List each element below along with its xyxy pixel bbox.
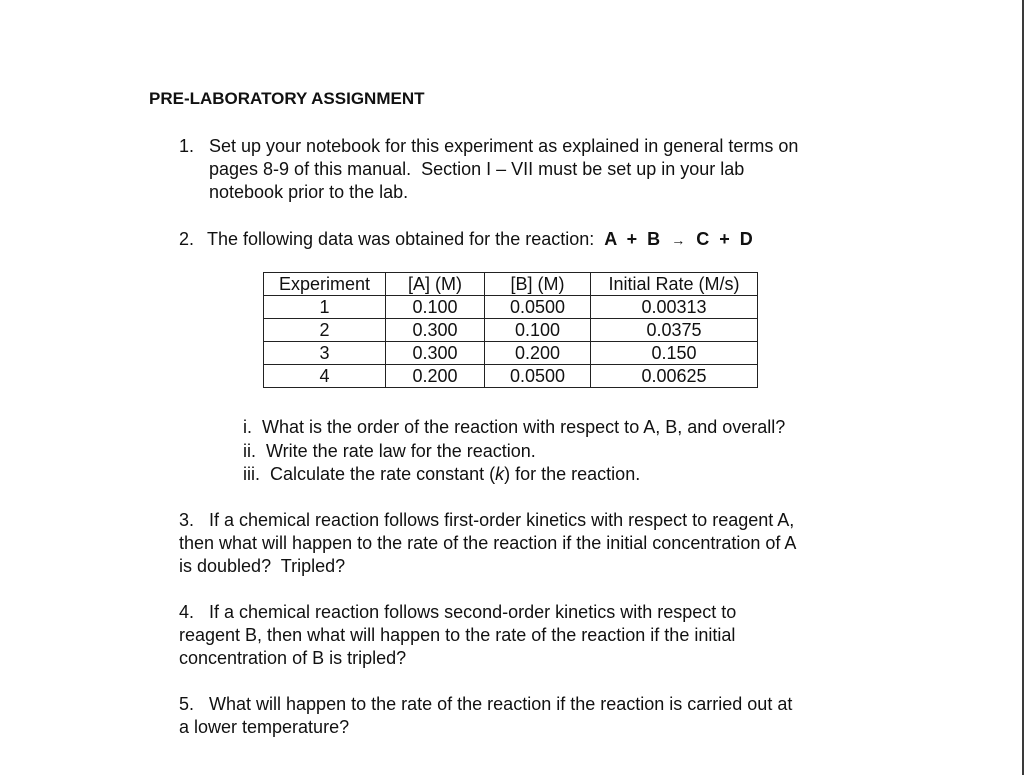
cell-experiment: 4 (264, 365, 386, 388)
cell-initial-rate: 0.0375 (591, 319, 758, 342)
header-experiment: Experiment (264, 273, 386, 296)
table-header-row (264, 273, 758, 296)
plus-sign: + (719, 229, 730, 249)
question-4 (179, 601, 736, 670)
rate-data-table (263, 272, 758, 388)
cell-conc-b: 0.200 (485, 342, 591, 365)
cell-initial-rate: 0.00625 (591, 365, 758, 388)
question-3 (179, 509, 796, 578)
reactant-b: B (647, 229, 661, 249)
reaction-equation (599, 229, 752, 249)
question-3-line: then what will happen to the rate of the reaction if the initial concentration of A (179, 533, 797, 553)
subquestion-text: What is the order of the reaction with respect to A, B, and overall? (262, 417, 786, 437)
question-3-line: 3. If a chemical reaction follows first-order kinetics with respect to reagent A, (179, 510, 795, 530)
question-1-line: notebook prior to the lab. (209, 182, 409, 202)
subquestion-i (243, 416, 785, 440)
page-heading: PRE-LABORATORY ASSIGNMENT (149, 89, 425, 108)
subquestion-text: Calculate the rate constant ( (270, 464, 496, 484)
cell-conc-a: 0.100 (386, 296, 485, 319)
cell-initial-rate: 0.150 (591, 342, 758, 365)
question-4-line: concentration of B is tripled? (179, 648, 407, 668)
subquestion-list (243, 416, 785, 487)
question-4-line: reagent B, then what will happen to the rate of the reaction if the initial (179, 625, 736, 645)
cell-initial-rate: 0.00313 (591, 296, 758, 319)
subquestion-label: ii. (243, 440, 256, 461)
subquestion-iii (243, 463, 785, 487)
reaction-arrow-icon: → (671, 232, 686, 248)
cell-conc-b: 0.0500 (485, 296, 591, 319)
cell-experiment: 1 (264, 296, 386, 319)
question-2-prompt: The following data was obtained for the reaction: (207, 229, 595, 249)
subquestion-text: Write the rate law for the reaction. (266, 440, 536, 461)
cell-conc-b: 0.100 (485, 319, 591, 342)
cell-experiment: 3 (264, 342, 386, 365)
table-row (264, 342, 758, 365)
table-row (264, 365, 758, 388)
cell-conc-b: 0.0500 (485, 365, 591, 388)
plus-sign: + (626, 229, 638, 249)
question-1-line: pages 8-9 of this manual. Section I – VII must be set up in your lab (209, 159, 745, 179)
header-conc-b: [B] (M) (485, 273, 591, 296)
question-1-line: Set up your notebook for this experiment as explained in general terms on (209, 136, 799, 156)
table-row (264, 319, 758, 342)
question-5-line: 5. What will happen to the rate of the reaction if the reaction is carried out at (179, 694, 793, 714)
question-5 (179, 693, 792, 739)
cell-conc-a: 0.300 (386, 342, 485, 365)
table-row (264, 296, 758, 319)
subquestion-text: ) for the reaction. (504, 464, 641, 484)
subquestion-label: i. (243, 417, 252, 437)
subquestion-ii (243, 440, 785, 464)
question-5-line: a lower temperature? (179, 717, 350, 737)
question-4-line: 4. If a chemical reaction follows second-order kinetics with respect to (179, 602, 737, 622)
product-c: C (696, 229, 710, 249)
cell-experiment: 2 (264, 319, 386, 342)
cell-conc-a: 0.300 (386, 319, 485, 342)
subquestion-label: iii. (243, 464, 260, 484)
rate-constant-symbol: k (495, 464, 505, 484)
question-2-text (207, 228, 753, 252)
reactant-a: A (604, 229, 617, 249)
header-conc-a: [A] (M) (386, 273, 485, 296)
question-2 (179, 228, 753, 251)
cell-conc-a: 0.200 (386, 365, 485, 388)
question-2-number: 2. (179, 229, 195, 249)
question-3-line: is doubled? Tripled? (179, 556, 346, 576)
header-initial-rate: Initial Rate (M/s) (591, 273, 758, 296)
question-1-number: 1. (179, 136, 195, 156)
product-d: D (739, 229, 753, 249)
